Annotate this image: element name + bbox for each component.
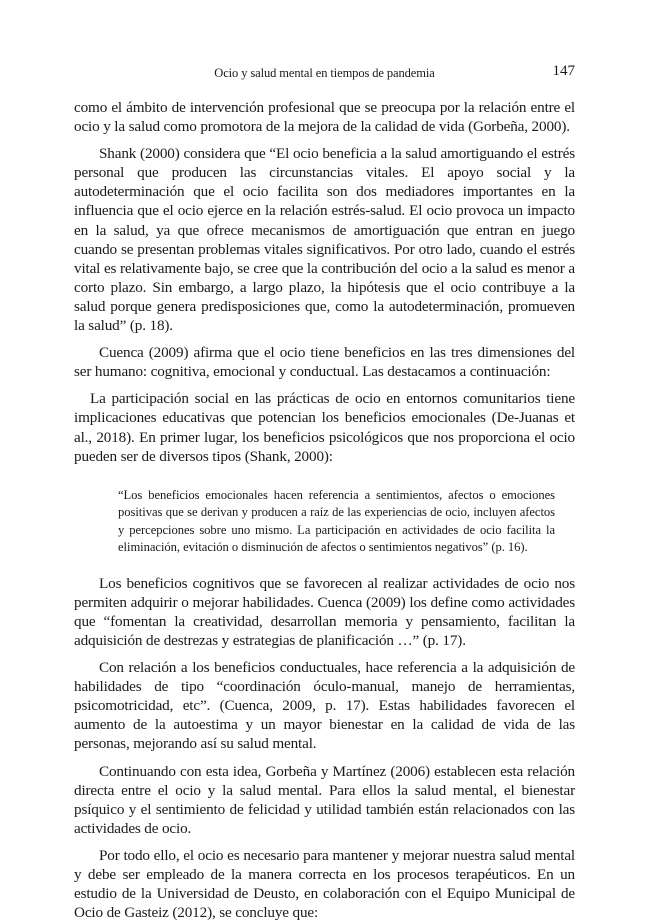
paragraph-gorbena-martinez: Continuando con esta idea, Gorbeña y Martínez (2006) establecen esta relación directa entre el ocio y la salud mental. Para ellos la salud mental, el bienestar psíquico y el sentimiento de felicidad y utilidad también están relacionados con las actividades de ocio. <box>74 762 575 837</box>
paragraph-cognitive-benefits: Los beneficios cognitivos que se favorecen al realizar actividades de ocio nos permiten adquirir o mejorar habilidades. Cuenca (2009) los define como actividades que “fomentan la creatividad, desarrollan memoria y pensamiento, facilitan la adquisición de destrezas y estrategias de planificación …” (p. 17). <box>74 574 575 649</box>
block-quote-text: “Los beneficios emocionales hacen referencia a sentimientos, afectos o emociones positivas que se derivan y producen a raíz de las experiencias de ocio, incluyen afectos y percepciones sobre uno mismo. La participación en actividades de ocio facilita la eliminación, evitación o disminución de afectos o sentimientos negativos” (p. 16). <box>118 487 555 555</box>
paragraph-cuenca-dimensions: Cuenca (2009) afirma que el ocio tiene beneficios en las tres dimensiones del ser humano: cognitiva, emocional y conductual. Las destacamos a continuación: <box>74 344 575 381</box>
body-text <box>74 98 575 922</box>
paragraph-social-participation: La participación social en las prácticas de ocio en entornos comunitarios tiene implicaciones educativas que potencian los beneficios emocionales (De-Juanas et al., 2018). En primer lugar, los beneficios psicológicos que nos proporciona el ocio pueden ser de diversos tipos (Shank, 2000): <box>74 390 575 465</box>
paragraph-behavioral-benefits: Con relación a los beneficios conductuales, hace referencia a la adquisición de habilidades de tipo “coordinación óculo-manual, manejo de herramientas, psicomotricidad, etc”. (Cuenca, 2009, p. 17). Estas habilidades favorecen el aumento de la autoestima y un mayor bienestar en la calidad de vida de las personas, mejorando así su salud mental. <box>74 659 575 753</box>
running-header <box>74 63 575 83</box>
running-title: Ocio y salud mental en tiempos de pandemia <box>214 66 435 80</box>
paragraph-shank: Shank (2000) considera que “El ocio beneficia a la salud amortiguando el estrés personal que producen las circunstancias vitales. El apoyo social y la autodeterminación que el ocio facilita son dos mediadores importantes en la influencia que el ocio ejerce en la relación estrés-salud. El ocio provoca un impacto en la salud, ya que ofrece mecanismos de amortiguación que entran en juego cuando se presentan problemas vitales significativos. Por otro lado, cuando el estrés vital es relativamente bajo, se cree que la contribución del ocio a la salud es menor a corto plazo. Sin embargo, a largo plazo, la hipótesis que el ocio contribuye a la salud porque genera predisposiciones que, como la autodeterminación, promueven la salud” (p. 18). <box>74 145 575 335</box>
block-quote <box>74 487 575 557</box>
page-number: 147 <box>552 63 575 79</box>
paragraph-conclusion: Por todo ello, el ocio es necesario para mantener y mejorar nuestra salud mental y debe ser empleado de la manera correcta en los procesos terapéuticos. En un estudio de la Universidad de Deusto, en colaboración con el Equipo Municipal de Ocio de Gasteiz (2012), se concluye que: <box>74 846 575 922</box>
paragraph-continuation: como el ámbito de intervención profesional que se preocupa por la relación entre el ocio y la salud como promotora de la mejora de la calidad de vida (Gorbeña, 2000). <box>74 99 575 136</box>
